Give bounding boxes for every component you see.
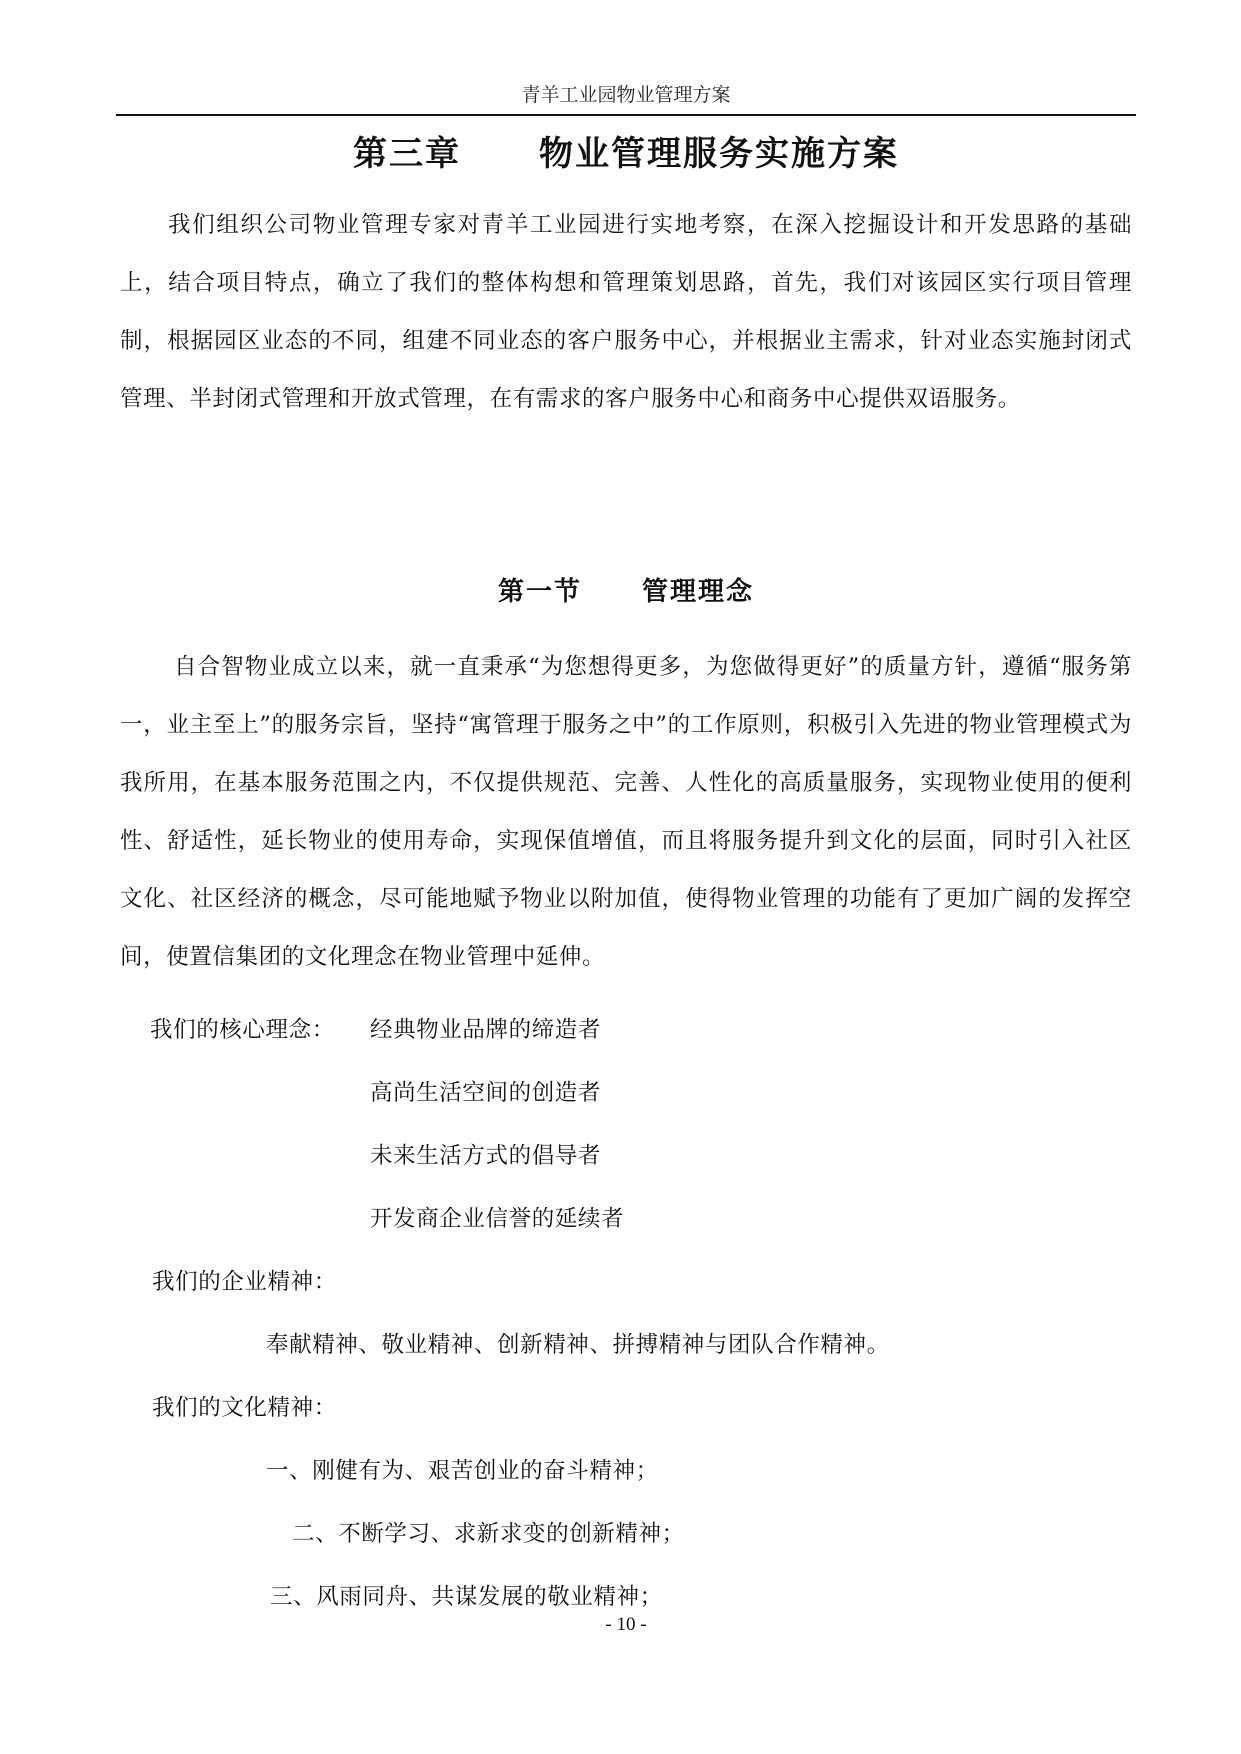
core-concept-item: 开发商企业信誉的延续者 (370, 1206, 625, 1232)
philosophy-paragraph: 自合智物业成立以来，就一直秉承“为您想得更多，为您做得更好”的质量方针，遵循“服务第一，业主至上”的服务宗旨，坚持“寓管理于服务之中”的工作原则，积极引入先进的物业管理模式为我所用，在基本服务范围之内，不仅提供规范、完善、人性化的高质量服务，实现物业使用的便利性、舒适性，延长物业的使用寿命，实现保值增值，而且将服务提升到文化的层面，同时引入社区文化、社区经济的概念，尽可能地赋予物业以附加值，使得物业管理的功能有了更加广阔的发挥空间，使置信集团的文化理念在物业管理中延伸。 (120, 654, 1132, 970)
culture-spirit-item: 一、刚健有为、艰苦创业的奋斗精神； (266, 1458, 659, 1484)
section-number: 第一节 (497, 577, 582, 607)
enterprise-spirit-label: 我们的企业精神： (152, 1269, 337, 1295)
header-rule (116, 114, 1136, 116)
core-concept-item: 高尚生活空间的创造者 (370, 1080, 602, 1106)
intro-paragraph: 我们组织公司物业管理专家对青羊工业园进行实地考察，在深入挖掘设计和开发思路的基础上，结合项目特点，确立了我们的整体构想和管理策划思路，首先，我们对该园区实行项目管理制，根据园区业态的不同，组建不同业态的客户服务中心，并根据业主需求，针对业态实施封闭式管理、半封闭式管理和开放式管理，在有需求的客户服务中心和商务中心提供双语服务。 (120, 212, 1132, 412)
running-header: 青羊工业园物业管理方案 (521, 85, 731, 106)
chapter-title (116, 128, 1136, 180)
core-concepts-label: 我们的核心理念： (150, 1017, 335, 1043)
core-concept-item: 未来生活方式的倡导者 (370, 1143, 602, 1169)
chapter-name: 物业管理服务实施方案 (539, 134, 899, 174)
section-name: 管理理念 (642, 577, 755, 607)
enterprise-spirit-text: 奉献精神、敬业精神、创新精神、拼搏精神与团队合作精神。 (266, 1332, 890, 1358)
culture-spirit-label: 我们的文化精神： (152, 1395, 337, 1421)
culture-spirit-item: 三、风雨同舟、共谋发展的敬业精神； (270, 1584, 663, 1610)
core-concept-item: 经典物业品牌的缔造者 (370, 1017, 602, 1043)
section-title (116, 570, 1136, 614)
culture-spirit-item: 二、不断学习、求新求变的创新精神； (292, 1521, 685, 1547)
page-number: - 10 - (605, 1614, 647, 1635)
chapter-number: 第三章 (353, 134, 461, 174)
